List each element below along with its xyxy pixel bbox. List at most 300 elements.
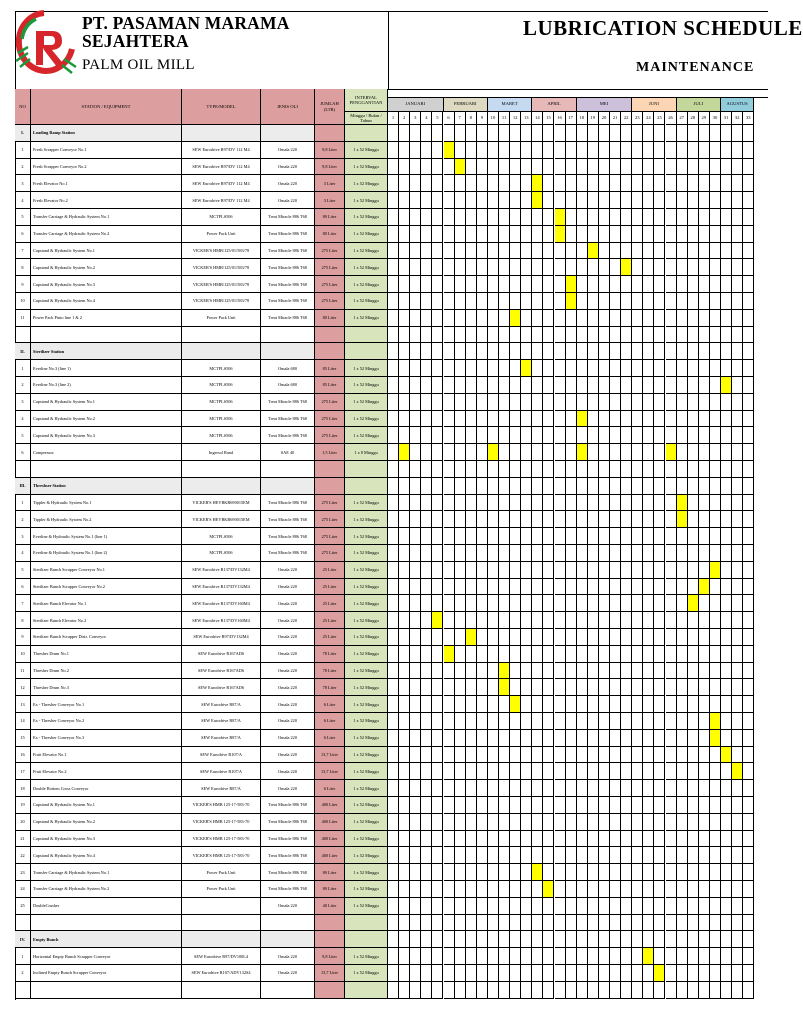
schedule-cell	[610, 965, 621, 982]
schedule-cell	[510, 730, 521, 747]
schedule-cell	[688, 175, 699, 192]
row-number: 1	[15, 948, 31, 965]
schedule-cell	[532, 343, 543, 360]
schedule-cell	[654, 259, 665, 276]
schedule-cell	[466, 192, 477, 209]
schedule-cell	[521, 310, 532, 327]
row-number: 5	[15, 427, 31, 444]
schedule-cell	[532, 562, 543, 579]
schedule-cell	[643, 511, 654, 528]
oil-quantity: 3 Liter	[315, 175, 345, 192]
equipment-name: Capstand & Hydraulic System No.2	[31, 259, 182, 276]
schedule-cell	[499, 881, 510, 898]
schedule-cell	[732, 125, 743, 142]
schedule-cell	[455, 444, 466, 461]
schedule-cell	[410, 192, 421, 209]
schedule-cell	[388, 663, 399, 680]
row-number: 7	[15, 243, 31, 260]
schedule-cell	[477, 713, 488, 730]
schedule-cell	[621, 847, 632, 864]
schedule-cell	[543, 780, 554, 797]
schedule-cell	[632, 528, 643, 545]
schedule-cell	[510, 864, 521, 881]
schedule-cell	[610, 192, 621, 209]
schedule-cell	[444, 276, 455, 293]
schedule-cell	[699, 965, 710, 982]
schedule-cell	[610, 595, 621, 612]
schedule-cell	[543, 595, 554, 612]
schedule-cell	[521, 394, 532, 411]
schedule-cell	[555, 864, 566, 881]
schedule-cell	[410, 545, 421, 562]
schedule-cell	[399, 579, 410, 596]
schedule-cell	[388, 142, 399, 159]
schedule-cell	[499, 360, 510, 377]
schedule-cell	[654, 545, 665, 562]
schedule-cell	[488, 663, 499, 680]
equipment-type: SEW Eurodrive R107/A	[182, 747, 261, 764]
header-oil: JENIS OLI	[261, 89, 315, 125]
change-interval: 1 x 52 Minggu	[345, 209, 388, 226]
schedule-cell	[499, 159, 510, 176]
schedule-cell	[388, 377, 399, 394]
schedule-cell	[577, 142, 588, 159]
schedule-cell	[588, 159, 599, 176]
schedule-cell	[477, 259, 488, 276]
cell-empty	[261, 125, 315, 142]
schedule-cell	[688, 511, 699, 528]
schedule-cell	[477, 377, 488, 394]
schedule-cell	[677, 243, 688, 260]
schedule-cell	[532, 444, 543, 461]
schedule-cell	[499, 562, 510, 579]
schedule-cell	[643, 982, 654, 999]
schedule-cell	[666, 125, 677, 142]
schedule-cell	[399, 327, 410, 344]
schedule-cell	[410, 864, 421, 881]
schedule-cell	[488, 595, 499, 612]
schedule-cell	[654, 125, 665, 142]
schedule-cell	[666, 411, 677, 428]
schedule-cell	[643, 965, 654, 982]
schedule-cell	[444, 310, 455, 327]
schedule-cell	[388, 982, 399, 999]
schedule-cell	[566, 780, 577, 797]
schedule-cell	[743, 915, 754, 932]
schedule-cell	[444, 612, 455, 629]
schedule-mark	[499, 679, 510, 696]
schedule-cell	[643, 629, 654, 646]
schedule-cell	[710, 528, 721, 545]
schedule-cell	[444, 243, 455, 260]
oil-type: Treat Miracle 886 T68	[261, 528, 315, 545]
schedule-cell	[643, 142, 654, 159]
schedule-cell	[677, 562, 688, 579]
schedule-cell	[632, 814, 643, 831]
schedule-cell	[499, 696, 510, 713]
schedule-cell	[399, 780, 410, 797]
equipment-type: VICKER'S HMB 125-17-583-70	[182, 797, 261, 814]
change-interval: 1 x 52 Minggu	[345, 663, 388, 680]
schedule-cell	[610, 461, 621, 478]
schedule-cell	[688, 343, 699, 360]
row-number: 25	[15, 898, 31, 915]
schedule-cell	[477, 276, 488, 293]
schedule-cell	[410, 612, 421, 629]
schedule-cell	[721, 511, 732, 528]
schedule-cell	[510, 343, 521, 360]
cell-empty	[15, 327, 31, 344]
schedule-cell	[666, 797, 677, 814]
schedule-cell	[743, 159, 754, 176]
schedule-cell	[388, 478, 399, 495]
schedule-cell	[488, 478, 499, 495]
schedule-mark	[699, 579, 710, 596]
schedule-cell	[688, 327, 699, 344]
schedule-cell	[699, 948, 710, 965]
schedule-cell	[510, 847, 521, 864]
schedule-cell	[421, 394, 432, 411]
schedule-cell	[699, 360, 710, 377]
schedule-cell	[488, 780, 499, 797]
schedule-cell	[421, 965, 432, 982]
schedule-cell	[432, 495, 443, 512]
schedule-cell	[488, 763, 499, 780]
schedule-cell	[710, 142, 721, 159]
schedule-cell	[477, 982, 488, 999]
equipment-type: SEW Eurodrive R107/A	[182, 763, 261, 780]
change-interval: 1 x 8 Minggu	[345, 444, 388, 461]
oil-quantity: 9,8 Liter	[315, 142, 345, 159]
schedule-mark	[543, 881, 554, 898]
schedule-cell	[477, 679, 488, 696]
equipment-name: Transfer Carriage & Hydraulic System No.1	[31, 209, 182, 226]
schedule-cell	[510, 982, 521, 999]
schedule-cell	[577, 747, 588, 764]
schedule-cell	[588, 948, 599, 965]
schedule-cell	[577, 612, 588, 629]
schedule-cell	[743, 595, 754, 612]
schedule-cell	[577, 125, 588, 142]
schedule-cell	[643, 377, 654, 394]
section-title: Threshser Station	[31, 478, 182, 495]
schedule-cell	[421, 696, 432, 713]
row-number: 1	[15, 142, 31, 159]
schedule-cell	[588, 898, 599, 915]
schedule-cell	[532, 679, 543, 696]
schedule-cell	[721, 864, 732, 881]
schedule-cell	[432, 528, 443, 545]
equipment-name: Sterilizer Bunch Scrapper Conveyor No.2	[31, 579, 182, 596]
schedule-cell	[466, 864, 477, 881]
schedule-cell	[643, 881, 654, 898]
schedule-cell	[743, 562, 754, 579]
schedule-cell	[555, 847, 566, 864]
schedule-cell	[488, 545, 499, 562]
schedule-cell	[577, 310, 588, 327]
schedule-cell	[488, 495, 499, 512]
schedule-cell	[410, 814, 421, 831]
schedule-cell	[510, 175, 521, 192]
schedule-cell	[566, 579, 577, 596]
schedule-cell	[699, 612, 710, 629]
equipment-type: MCTPLS506	[182, 545, 261, 562]
schedule-cell	[543, 747, 554, 764]
schedule-cell	[688, 679, 699, 696]
schedule-cell	[499, 276, 510, 293]
oil-type: Omala 220	[261, 898, 315, 915]
schedule-cell	[410, 965, 421, 982]
schedule-cell	[499, 898, 510, 915]
change-interval: 1 x 52 Minggu	[345, 646, 388, 663]
schedule-cell	[610, 343, 621, 360]
schedule-cell	[688, 562, 699, 579]
schedule-cell	[399, 747, 410, 764]
schedule-cell	[421, 797, 432, 814]
schedule-cell	[421, 881, 432, 898]
equipment-name: Everline No.3 (line 1)	[31, 360, 182, 377]
schedule-cell	[588, 175, 599, 192]
schedule-cell	[521, 931, 532, 948]
schedule-cell	[721, 327, 732, 344]
schedule-cell	[566, 612, 577, 629]
schedule-cell	[566, 343, 577, 360]
schedule-cell	[610, 612, 621, 629]
oil-type: Treat Miracle 886 T68	[261, 814, 315, 831]
change-interval: 1 x 52 Minggu	[345, 797, 388, 814]
schedule-cell	[566, 965, 577, 982]
schedule-cell	[499, 125, 510, 142]
schedule-cell	[399, 864, 410, 881]
schedule-cell	[666, 831, 677, 848]
company-name-line1: PT. PASAMAN MARAMA	[82, 13, 290, 33]
schedule-cell	[399, 427, 410, 444]
schedule-cell	[532, 478, 543, 495]
schedule-cell	[466, 612, 477, 629]
week-number: 27	[677, 112, 688, 125]
schedule-cell	[654, 881, 665, 898]
equipment-type: SEW Eurodrive R97/DV100L4	[182, 948, 261, 965]
oil-type: Omala 220	[261, 579, 315, 596]
equipment-type: VICKER'S HMB/125/01/583/78	[182, 259, 261, 276]
schedule-cell	[621, 646, 632, 663]
schedule-cell	[555, 679, 566, 696]
equipment-name: Ex - Thresher Conveyor No.3	[31, 730, 182, 747]
schedule-cell	[699, 881, 710, 898]
equipment-type: SEW Eurodrive R107/ADV132S4	[182, 965, 261, 982]
schedule-cell	[566, 629, 577, 646]
schedule-cell	[444, 478, 455, 495]
schedule-cell	[444, 444, 455, 461]
schedule-cell	[566, 915, 577, 932]
oil-quantity: 9,8 Liter	[315, 948, 345, 965]
schedule-cell	[477, 747, 488, 764]
schedule-cell	[710, 915, 721, 932]
schedule-cell	[421, 562, 432, 579]
schedule-cell	[688, 192, 699, 209]
week-number: 8	[466, 112, 477, 125]
schedule-cell	[488, 327, 499, 344]
oil-quantity: 275 Liter	[315, 411, 345, 428]
schedule-cell	[654, 847, 665, 864]
schedule-cell	[510, 948, 521, 965]
schedule-cell	[677, 360, 688, 377]
schedule-cell	[599, 545, 610, 562]
schedule-cell	[599, 142, 610, 159]
schedule-cell	[510, 612, 521, 629]
schedule-cell	[388, 898, 399, 915]
schedule-cell	[543, 864, 554, 881]
schedule-cell	[732, 562, 743, 579]
cell-empty	[345, 478, 388, 495]
schedule-cell	[543, 915, 554, 932]
schedule-cell	[732, 142, 743, 159]
week-number: 25	[654, 112, 665, 125]
schedule-cell	[388, 528, 399, 545]
equipment-type: SEW Eurodrive R137/DV132M4	[182, 562, 261, 579]
schedule-cell	[621, 730, 632, 747]
schedule-cell	[632, 847, 643, 864]
equipment-name: Inclined Empty Bunch Scrapper Conveyor	[31, 965, 182, 982]
schedule-cell	[543, 713, 554, 730]
schedule-cell	[555, 948, 566, 965]
schedule-cell	[455, 495, 466, 512]
document-title: LUBRICATION SCHEDULE	[523, 16, 803, 40]
schedule-cell	[710, 612, 721, 629]
schedule-cell	[555, 696, 566, 713]
schedule-cell	[632, 192, 643, 209]
schedule-cell	[399, 948, 410, 965]
schedule-cell	[432, 847, 443, 864]
schedule-cell	[521, 831, 532, 848]
schedule-cell	[499, 192, 510, 209]
schedule-cell	[432, 915, 443, 932]
schedule-cell	[444, 427, 455, 444]
week-number: 5	[432, 112, 443, 125]
schedule-cell	[721, 881, 732, 898]
schedule-cell	[455, 545, 466, 562]
schedule-mark	[710, 562, 721, 579]
schedule-cell	[488, 982, 499, 999]
oil-type: Omala 220	[261, 629, 315, 646]
change-interval: 1 x 52 Minggu	[345, 226, 388, 243]
schedule-cell	[610, 259, 621, 276]
schedule-cell	[510, 293, 521, 310]
schedule-cell	[666, 562, 677, 579]
schedule-cell	[710, 394, 721, 411]
schedule-cell	[732, 192, 743, 209]
schedule-cell	[721, 562, 732, 579]
change-interval: 1 x 52 Minggu	[345, 579, 388, 596]
schedule-cell	[388, 629, 399, 646]
schedule-cell	[688, 528, 699, 545]
schedule-mark	[577, 411, 588, 428]
schedule-cell	[532, 595, 543, 612]
schedule-cell	[732, 864, 743, 881]
schedule-cell	[588, 394, 599, 411]
oil-type: Treat Miracle 886 T68	[261, 243, 315, 260]
schedule-cell	[410, 327, 421, 344]
schedule-cell	[499, 343, 510, 360]
schedule-cell	[432, 159, 443, 176]
schedule-cell	[666, 646, 677, 663]
schedule-cell	[677, 394, 688, 411]
schedule-cell	[499, 982, 510, 999]
schedule-cell	[532, 427, 543, 444]
schedule-cell	[477, 528, 488, 545]
schedule-cell	[699, 142, 710, 159]
schedule-cell	[710, 646, 721, 663]
schedule-cell	[632, 965, 643, 982]
schedule-cell	[555, 646, 566, 663]
equipment-type: SEW Eurodrive R167AD6	[182, 663, 261, 680]
schedule-cell	[699, 696, 710, 713]
schedule-cell	[543, 343, 554, 360]
schedule-cell	[666, 595, 677, 612]
schedule-cell	[643, 411, 654, 428]
schedule-cell	[566, 310, 577, 327]
schedule-cell	[677, 780, 688, 797]
schedule-cell	[499, 931, 510, 948]
schedule-cell	[543, 545, 554, 562]
schedule-cell	[743, 612, 754, 629]
schedule-cell	[699, 663, 710, 680]
schedule-cell	[699, 831, 710, 848]
schedule-cell	[743, 713, 754, 730]
schedule-cell	[521, 259, 532, 276]
schedule-cell	[732, 243, 743, 260]
schedule-cell	[743, 125, 754, 142]
schedule-cell	[521, 343, 532, 360]
schedule-mark	[555, 226, 566, 243]
schedule-cell	[699, 276, 710, 293]
schedule-cell	[566, 898, 577, 915]
oil-type: Treat Miracle 886 T68	[261, 276, 315, 293]
schedule-cell	[577, 209, 588, 226]
schedule-cell	[555, 495, 566, 512]
schedule-cell	[532, 948, 543, 965]
schedule-cell	[432, 360, 443, 377]
schedule-cell	[466, 814, 477, 831]
schedule-cell	[510, 646, 521, 663]
schedule-cell	[743, 343, 754, 360]
schedule-cell	[455, 612, 466, 629]
equipment-name: Sterilizer Bunch Scrapper Distr. Conveyor	[31, 629, 182, 646]
schedule-cell	[399, 175, 410, 192]
row-number: 18	[15, 780, 31, 797]
schedule-cell	[555, 528, 566, 545]
schedule-cell	[555, 747, 566, 764]
schedule-cell	[510, 814, 521, 831]
schedule-cell	[743, 730, 754, 747]
schedule-cell	[666, 394, 677, 411]
row-number: 3	[15, 394, 31, 411]
schedule-cell	[466, 444, 477, 461]
schedule-cell	[444, 595, 455, 612]
schedule-cell	[632, 579, 643, 596]
schedule-cell	[632, 679, 643, 696]
section-number: III.	[15, 478, 31, 495]
schedule-cell	[543, 528, 554, 545]
schedule-cell	[510, 915, 521, 932]
schedule-cell	[688, 444, 699, 461]
oil-quantity: 80 Liter	[315, 209, 345, 226]
schedule-cell	[588, 663, 599, 680]
schedule-cell	[532, 763, 543, 780]
schedule-cell	[710, 125, 721, 142]
schedule-cell	[599, 159, 610, 176]
schedule-cell	[543, 394, 554, 411]
